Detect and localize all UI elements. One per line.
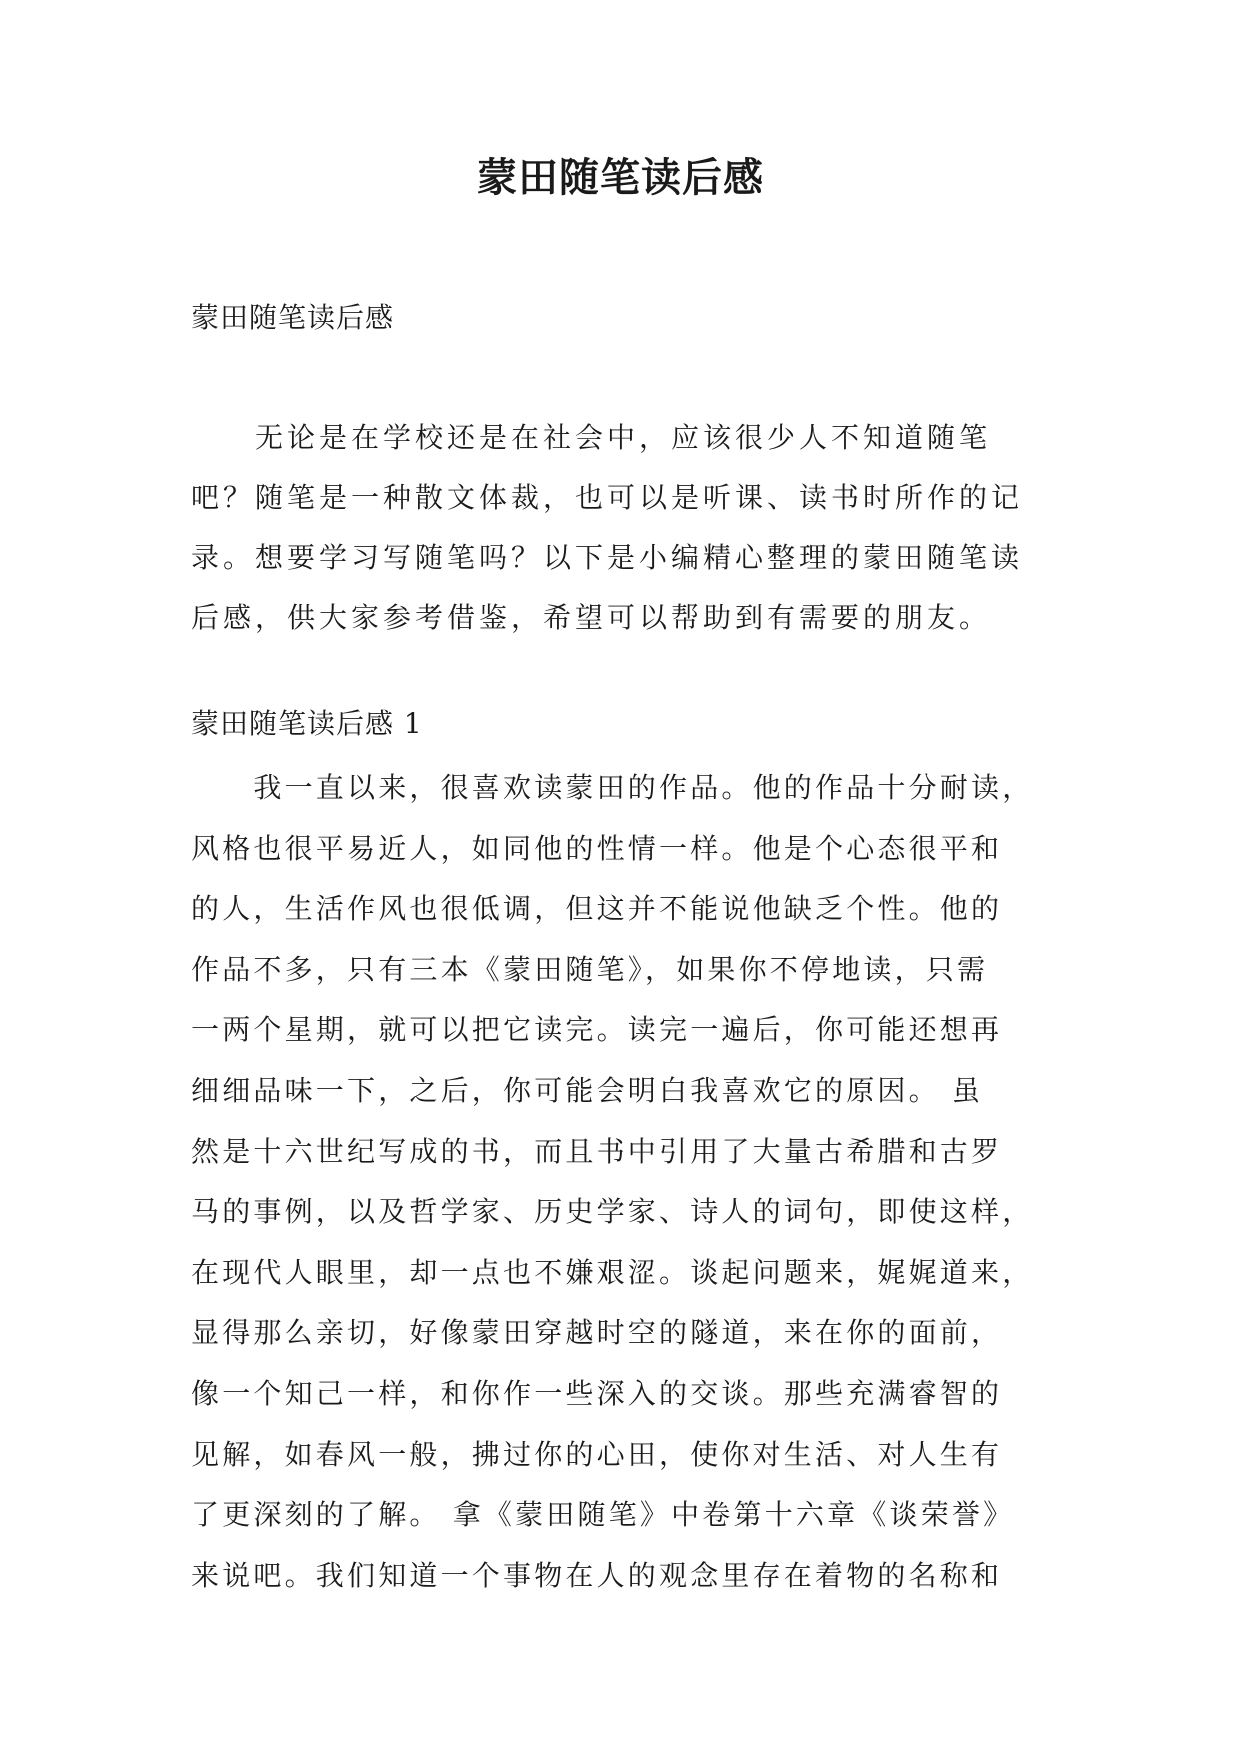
section-heading: 蒙田随笔读后感 1 bbox=[191, 707, 423, 740]
body-line: 像一个知己一样，和你作一些深入的交谈。那些充满睿智的 bbox=[191, 1376, 1003, 1410]
body-line: 的人，生活作风也很低调，但这并不能说他缺乏个性。他的 bbox=[191, 892, 1003, 926]
intro-line: 无论是在学校还是在社会中，应该很少人不知道随笔 bbox=[191, 421, 992, 454]
intro-line: 录。想要学习写随笔吗？以下是小编精心整理的蒙田随笔读 bbox=[191, 541, 1024, 574]
body-line: 然是十六世纪写成的书，而且书中引用了大量古希腊和古罗 bbox=[191, 1134, 1003, 1168]
body-line: 在现代人眼里，却一点也不嫌艰涩。谈起问题来，娓娓道来， bbox=[191, 1255, 1034, 1289]
body-line: 作品不多，只有三本《蒙田随笔》，如果你不停地读，只需 bbox=[191, 952, 989, 986]
body-line: 来说吧。我们知道一个事物在人的观念里存在着物的名称和 bbox=[191, 1558, 1003, 1592]
body-line: 马的事例，以及哲学家、历史学家、诗人的词句，即使这样， bbox=[191, 1195, 1034, 1229]
body-line: 显得那么亲切，好像蒙田穿越时空的隧道，来在你的面前， bbox=[191, 1316, 1003, 1350]
body-line: 我一直以来，很喜欢读蒙田的作品。他的作品十分耐读， bbox=[191, 771, 1034, 804]
body-line: 一两个星期，就可以把它读完。读完一遍后，你可能还想再 bbox=[191, 1013, 1003, 1047]
intro-line: 吧？随笔是一种散文体裁，也可以是听课、读书时所作的记 bbox=[191, 481, 1024, 514]
section-body bbox=[191, 758, 1063, 1606]
body-line: 风格也很平易近人，如同他的性情一样。他是个心态很平和 bbox=[191, 831, 1003, 865]
intro-paragraph bbox=[191, 408, 1053, 648]
body-line: 见解，如春风一般，拂过你的心田，使你对生活、对人生有 bbox=[191, 1437, 1003, 1471]
body-line: 了更深刻的了解。 拿《蒙田随笔》中卷第十六章《谈荣誉》 bbox=[191, 1498, 1015, 1532]
document-title: 蒙田随笔读后感 bbox=[477, 155, 764, 201]
document-subtitle: 蒙田随笔读后感 bbox=[191, 301, 395, 334]
body-line: 细细品味一下，之后，你可能会明白我喜欢它的原因。 虽 bbox=[191, 1073, 984, 1107]
intro-line: 后感，供大家参考借鉴，希望可以帮助到有需要的朋友。 bbox=[191, 601, 992, 634]
